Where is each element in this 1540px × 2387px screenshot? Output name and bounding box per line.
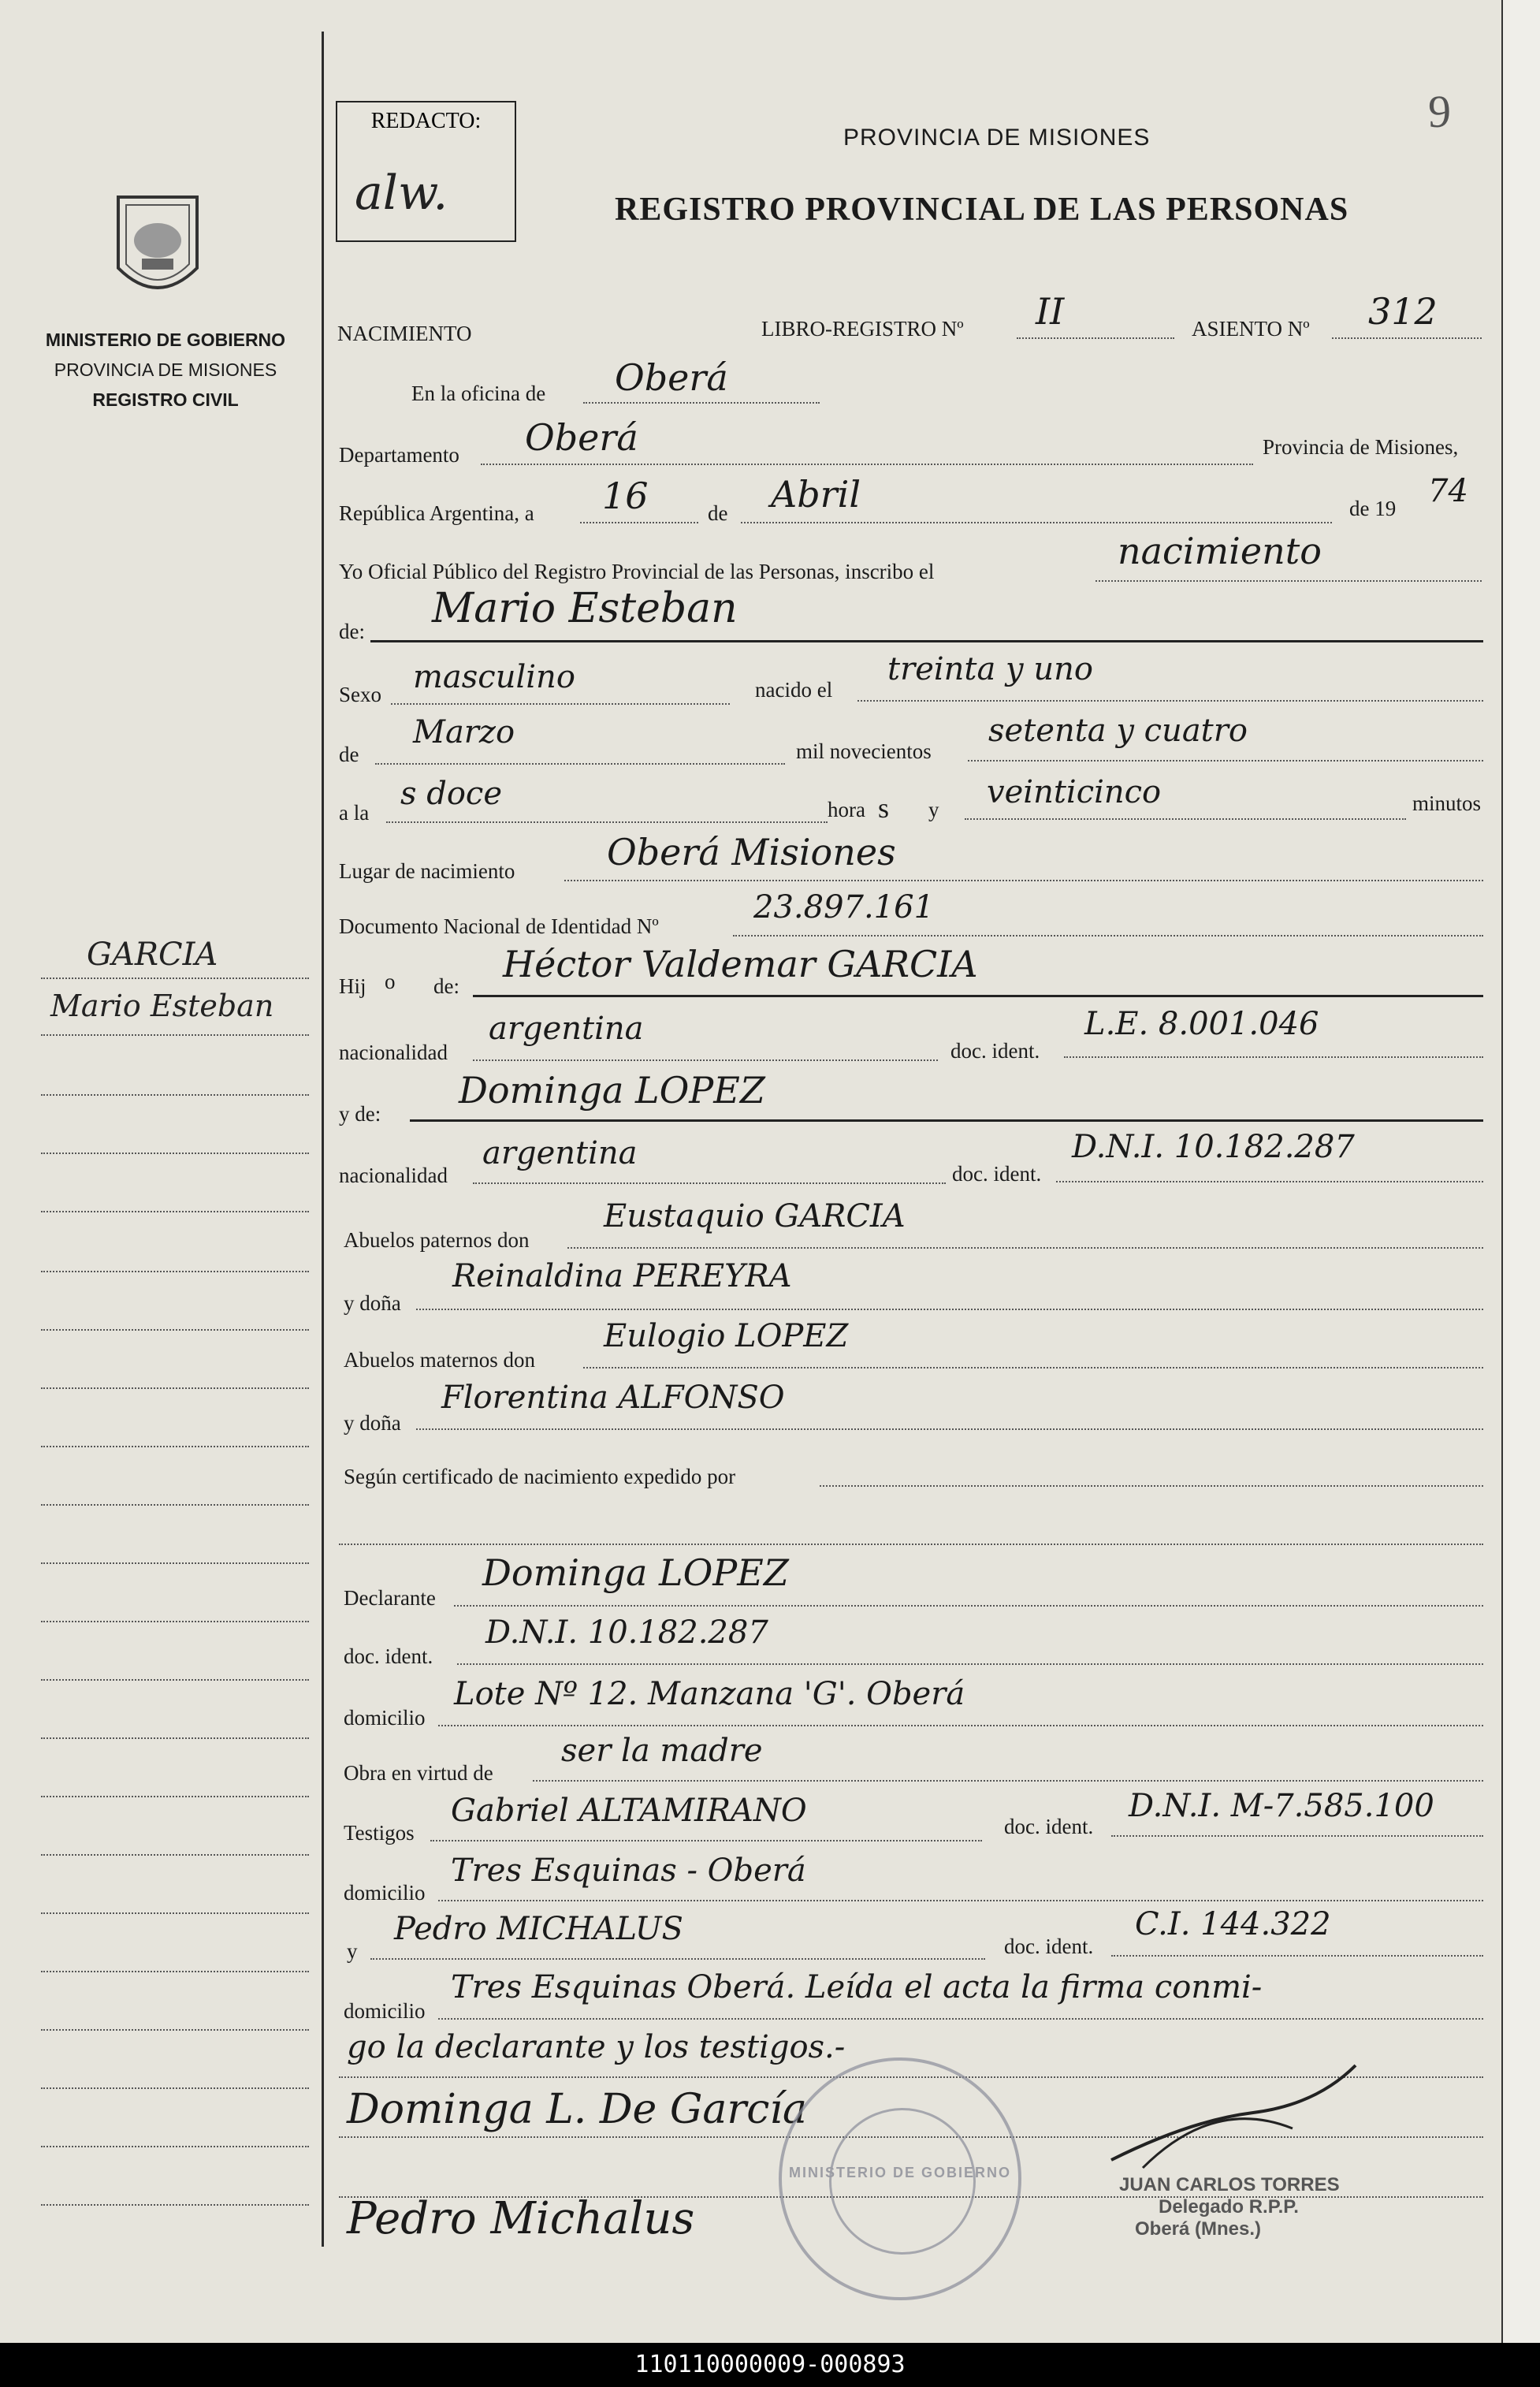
domicilio-3-label: domicilio (344, 1999, 426, 2023)
dni-label: Documento Nacional de Identidad Nº (339, 914, 659, 938)
testigos-label: Testigos (344, 1821, 415, 1845)
year-value: 74 (1428, 473, 1468, 509)
ministry-heading (32, 325, 299, 415)
margin-line (41, 1504, 309, 1506)
page-number: 9 (1428, 86, 1451, 137)
asiento-label: ASIENTO Nº (1192, 317, 1310, 341)
nacido-label: nacido el (755, 678, 833, 702)
fill-line (391, 703, 730, 705)
fill-line (820, 1485, 1483, 1487)
fill-line (733, 935, 1483, 937)
margin-line (41, 2204, 309, 2206)
fill-line (473, 1182, 946, 1184)
obra-value: ser la madre (561, 1733, 763, 1769)
declarante-doc-label: doc. ident. (344, 1644, 433, 1668)
lugar-label: Lugar de nacimiento (339, 859, 515, 883)
margin-line (41, 1854, 309, 1856)
year-prefix: de 19 (1349, 497, 1397, 520)
dni-value: 23.897.161 (753, 889, 935, 925)
abuelo-materno-value: Eulogio LOPEZ (604, 1318, 849, 1354)
hora-s: s (878, 792, 890, 824)
stamp-inner-ring (829, 2108, 976, 2255)
fill-line (533, 1780, 1483, 1782)
fill-line (1064, 1056, 1483, 1058)
abuela-paterna-value: Reinaldina PEREYRA (452, 1258, 792, 1294)
fill-line (965, 818, 1406, 820)
signature-testigo: Pedro Michalus (347, 2193, 695, 2244)
margin-line (41, 2087, 309, 2089)
fill-line (968, 760, 1483, 762)
mother-underline (410, 1119, 1483, 1122)
record-type-label: NACIMIENTO (337, 322, 472, 345)
testigo-2-doc-label: doc. ident. (1004, 1935, 1094, 1958)
de-month-label: de (339, 743, 359, 766)
signature-declarante: Dominga L. De García (347, 2086, 807, 2133)
y-de-label: y de: (339, 1102, 381, 1126)
doc-1-label: doc. ident. (950, 1039, 1040, 1063)
abuelos-maternos-label: Abuelos maternos don (344, 1348, 535, 1372)
libro-value: II (1036, 290, 1065, 333)
nacionalidad-2-value: argentina (482, 1135, 638, 1171)
fill-line (583, 402, 820, 404)
fill-line (1017, 337, 1174, 339)
lugar-value: Oberá Misiones (607, 831, 896, 873)
y-label: y (928, 798, 939, 821)
margin-line (41, 1329, 309, 1331)
nacionalidad-1-value: argentina (489, 1011, 644, 1047)
testigo-2-doc-value: C.I. 144.322 (1135, 1906, 1331, 1942)
declarante-value: Dominga LOPEZ (482, 1551, 789, 1594)
libro-label: LIBRO-REGISTRO Nº (761, 317, 964, 341)
a-la-label: a la (339, 801, 370, 825)
child-name: Mario Esteban (432, 585, 738, 632)
departamento-value: Oberá (525, 416, 638, 459)
testigo-1-value: Gabriel ALTAMIRANO (451, 1793, 807, 1829)
fill-line (1095, 580, 1482, 582)
fill-line (1111, 1955, 1483, 1957)
margin-line (41, 2146, 309, 2147)
delegado-place: Oberá (Mnes.) (1135, 2218, 1262, 2240)
segun-label: Según certificado de nacimiento expedido por (344, 1465, 736, 1488)
y-dona-2-label: y doña (344, 1411, 401, 1435)
margin-line (41, 1912, 309, 1914)
hora-value: s doce (400, 776, 503, 812)
fill-line (339, 1544, 1483, 1545)
doc-2-value: D.N.I. 10.182.287 (1072, 1129, 1355, 1165)
closing-text: go la declarante y los testigos.- (347, 2029, 846, 2065)
inscribo-value: nacimiento (1118, 530, 1322, 572)
margin-line (41, 978, 309, 979)
hijo-suffix: o (385, 970, 396, 993)
official-stamp (779, 2057, 1021, 2300)
fill-line (457, 1663, 1483, 1665)
day-value: 16 (602, 475, 649, 517)
oficial-label: Yo Oficial Público del Registro Provincial de las Personas, inscribo el (339, 560, 935, 583)
margin-line (41, 1387, 309, 1389)
margin-line (41, 1737, 309, 1739)
hora-label: hora (828, 798, 865, 821)
testigo-2-value: Pedro MICHALUS (394, 1911, 683, 1947)
official-signature-icon (1095, 2050, 1363, 2176)
ministry-province: PROVINCIA DE MISIONES (54, 359, 277, 380)
delegado-name: JUAN CARLOS TORRES (1119, 2174, 1340, 2195)
fill-line (1332, 337, 1482, 339)
fill-line (375, 763, 785, 765)
provincia-label: Provincia de Misiones, (1263, 435, 1459, 459)
ministry-registry: REGISTRO CIVIL (92, 389, 239, 410)
asiento-value: 312 (1368, 290, 1438, 333)
fill-line (1111, 1835, 1483, 1837)
fill-line (583, 1367, 1483, 1369)
declarante-label: Declarante (344, 1586, 436, 1610)
fill-line (1056, 1181, 1483, 1182)
domicilio-2-label: domicilio (344, 1881, 426, 1905)
margin-line (41, 1621, 309, 1622)
province-seal-icon (110, 181, 205, 307)
margin-rule (322, 32, 324, 2247)
declarante-doc-value: D.N.I. 10.182.287 (485, 1614, 768, 1651)
testigo-1-doc-label: doc. ident. (1004, 1815, 1094, 1838)
fill-line (386, 821, 828, 823)
sexo-value: masculino (413, 659, 575, 695)
de-name-label: de: (339, 620, 365, 643)
ministry-name: MINISTERIO DE GOBIERNO (45, 330, 286, 350)
fill-line (370, 1958, 985, 1960)
margin-note-given-name: Mario Esteban (50, 989, 274, 1023)
fill-line (416, 1428, 1483, 1430)
fill-line (580, 522, 698, 523)
redacto-label: REDACTO: (370, 109, 482, 133)
name-underline (370, 640, 1483, 642)
fill-line (438, 1725, 1483, 1726)
fill-line (473, 1059, 938, 1061)
nacido-value: treinta y uno (887, 651, 1093, 687)
testigo-1-doc-value: D.N.I. M-7.585.100 (1129, 1788, 1434, 1824)
de-label: de (708, 501, 728, 525)
fill-line (438, 2018, 1483, 2020)
margin-note-surname: GARCIA (87, 937, 218, 973)
margin-line (41, 1153, 309, 1154)
doc-2-label: doc. ident. (952, 1162, 1042, 1186)
minutos-label: minutos (1412, 791, 1482, 815)
redacto-box (336, 101, 516, 242)
doc-1-value: L.E. 8.001.046 (1084, 1006, 1319, 1042)
fill-line (430, 1840, 982, 1841)
fill-line (564, 880, 1483, 881)
margin-line (41, 1562, 309, 1564)
abuelo-paterno-value: Eustaquio GARCIA (604, 1198, 906, 1234)
abuela-materna-value: Florentina ALFONSO (441, 1380, 785, 1416)
footer-id-bar: 110110000009-000893 (0, 2343, 1540, 2387)
mil-label: mil novecientos (796, 739, 932, 763)
y-testigo-2-label: y (347, 1939, 358, 1963)
departamento-label: Departamento (339, 443, 459, 467)
oficina-value: Oberá (615, 356, 728, 399)
month-value: Abril (771, 473, 861, 516)
margin-line (41, 1971, 309, 1972)
redacto-initials: alw. (355, 166, 448, 221)
hijo-label: Hij (339, 974, 366, 998)
margin-line (41, 1271, 309, 1272)
margin-line (41, 1094, 309, 1096)
nacionalidad-2-label: nacionalidad (339, 1164, 448, 1187)
sexo-label: Sexo (339, 683, 381, 706)
y-dona-1-label: y doña (344, 1291, 401, 1315)
mil-value: setenta y cuatro (988, 713, 1248, 749)
fill-line (857, 700, 1483, 702)
stamp-text: MINISTERIO DE GOBIERNO (788, 2165, 1012, 2180)
domicilio-1-label: domicilio (344, 1706, 426, 1730)
domicilio-2-value: Tres Esquinas - Oberá (451, 1853, 806, 1889)
fill-line (481, 464, 1253, 465)
fill-line (741, 522, 1332, 523)
domicilio-3-value: Tres Esquinas Oberá. Leída el acta la firma conmi- (451, 1969, 1263, 2005)
fill-line (454, 1605, 1483, 1607)
oficina-label: En la oficina de (411, 382, 546, 405)
margin-line (41, 1679, 309, 1681)
abuelos-paternos-label: Abuelos paternos don (344, 1228, 530, 1252)
obra-label: Obra en virtud de (344, 1761, 493, 1785)
hijo-de-label: de: (433, 974, 459, 998)
margin-line (41, 1034, 309, 1036)
margin-line (41, 2029, 309, 2031)
right-page-edge (1501, 0, 1540, 2343)
registry-title: REGISTRO PROVINCIAL DE LAS PERSONAS (615, 192, 1349, 228)
fill-line (438, 1900, 1483, 1901)
fill-line (567, 1247, 1483, 1249)
margin-line (41, 1796, 309, 1797)
father-underline (473, 995, 1483, 997)
margin-line (41, 1446, 309, 1447)
minutos-value: veinticinco (987, 774, 1162, 810)
province-title: PROVINCIA DE MISIONES (843, 125, 1151, 151)
delegado-title: Delegado R.P.P. (1159, 2196, 1299, 2218)
birth-month-value: Marzo (413, 714, 515, 750)
nacionalidad-1-label: nacionalidad (339, 1041, 448, 1064)
father-name: Héctor Valdemar GARCIA (503, 943, 978, 985)
fill-line (416, 1309, 1483, 1310)
margin-line (41, 1211, 309, 1212)
republica-label: República Argentina, a (339, 501, 534, 525)
mother-name: Dominga LOPEZ (459, 1069, 765, 1112)
domicilio-1-value: Lote Nº 12. Manzana 'G'. Oberá (454, 1676, 965, 1712)
delegado-block (1119, 2174, 1340, 2240)
